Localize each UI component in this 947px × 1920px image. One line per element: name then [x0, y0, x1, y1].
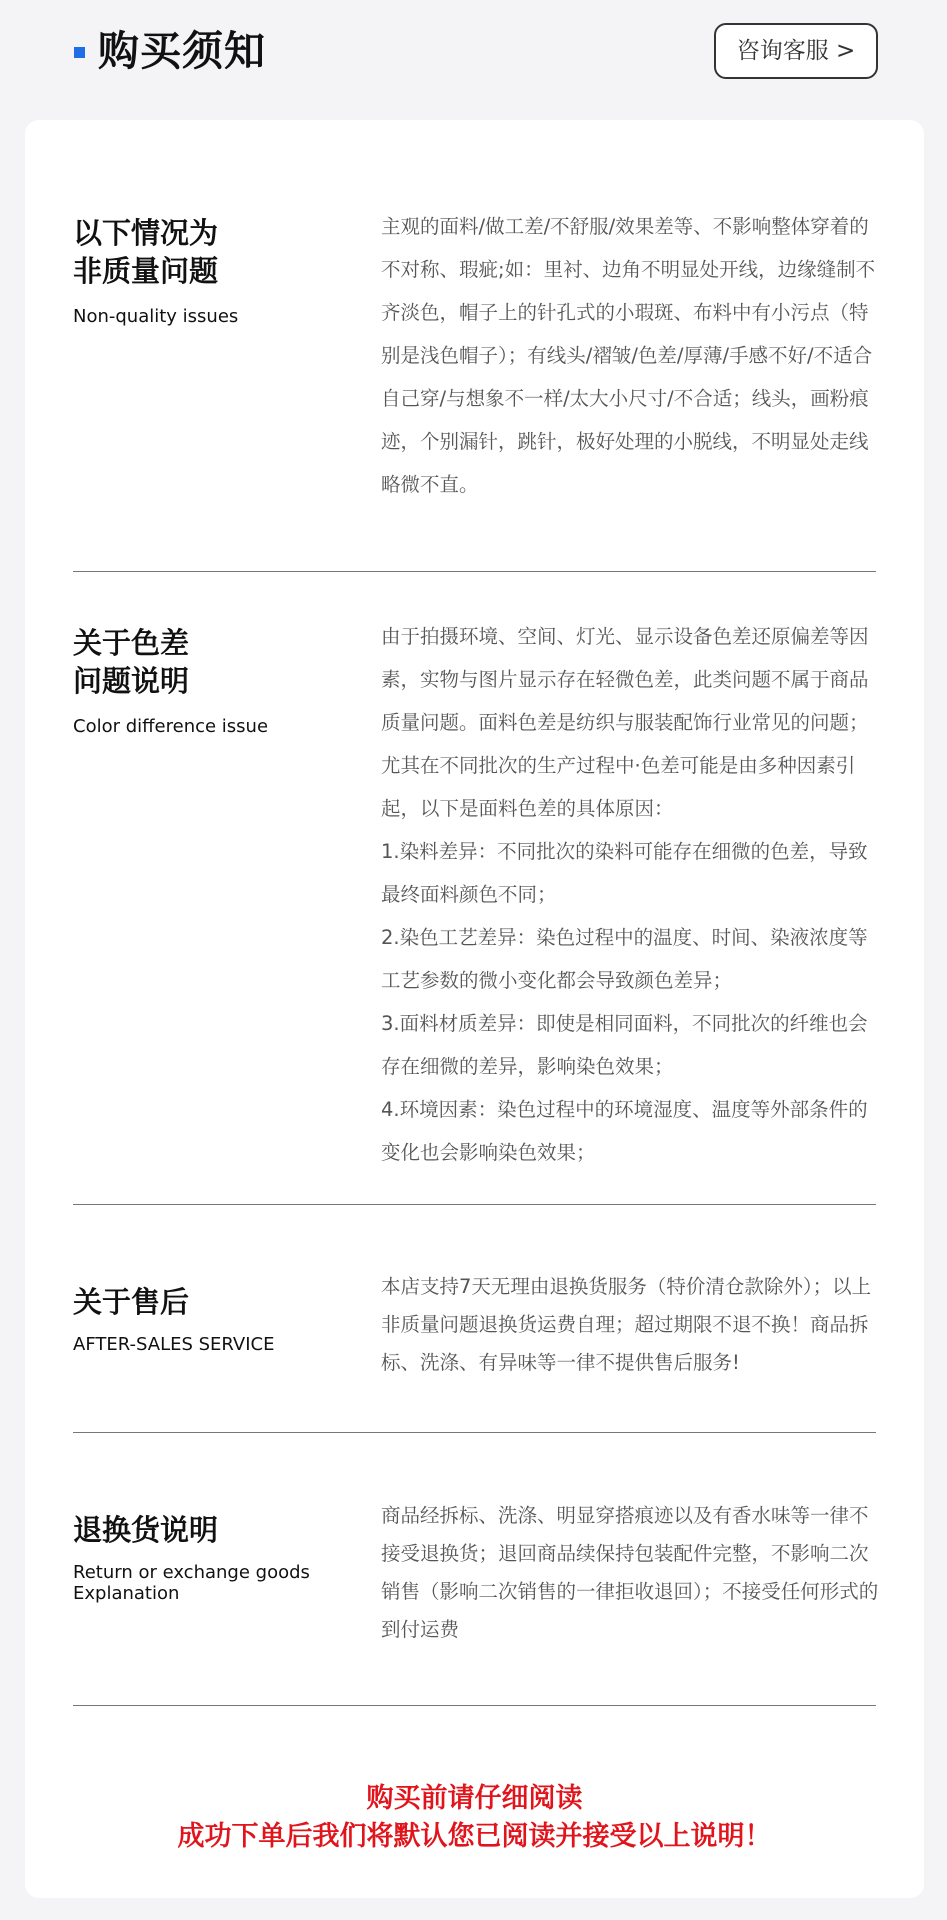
divider: [73, 1432, 876, 1433]
section-body: [381, 1268, 885, 1382]
section-body: [381, 205, 885, 506]
section-title: 以下情况为 非质量问题: [73, 216, 219, 288]
section-paragraph: 由于拍摄环境、空间、灯光、显示设备色差还原偏差等因素，实物与图片显示存在轻微色差，此类问题不属于商品质量问题。面料色差是纺织与服装配饰行业常见的问题；尤其在不同批次的生产过程中·色差可能是由多种因素引起，以下是面料色差的具体原因：: [381, 625, 869, 820]
section-subtitle: Non-quality issues: [73, 306, 239, 327]
section-subtitle: Color difference issue: [73, 716, 269, 737]
consult-service-button[interactable]: 咨询客服 >: [714, 23, 878, 79]
footer-line: 成功下单后我们将默认您已阅读并接受以上说明！: [177, 1821, 772, 1852]
section-paragraph: 主观的面料/做工差/不舒服/效果差等、不影响整体穿着的不对称、瑕疵;如：里衬、边角不明显处开线，边缘缝制不齐淡色，帽子上的针孔式的小瑕斑、布料中有小污点（特别是浅色帽子）；有线头/褶皱/色差/厚薄/手感不好/不适合自己穿/与想象不一样/太大小尺寸/不合适；线头，画粉痕迹，个别漏针，跳针，极好处理的小脱线，不明显处走线略微不直。: [381, 215, 876, 496]
divider: [73, 1204, 876, 1205]
section-body: [381, 1497, 885, 1649]
section-subtitle: AFTER-SALES SERVICE: [73, 1334, 275, 1355]
section-paragraph: 4.环境因素：染色过程中的环境湿度、温度等外部条件的变化也会影响染色效果；: [381, 1098, 868, 1164]
section-title: 退换货说明: [73, 1513, 219, 1547]
notice-footer: [25, 1780, 924, 1856]
page-header: [0, 0, 947, 110]
section-subtitle: Return or exchange goods Explanation: [73, 1562, 310, 1604]
divider: [73, 1705, 876, 1706]
section-paragraph: 商品经拆标、洗涤、明显穿搭痕迹以及有香水味等一律不接受退换货；退回商品续保持包装配件完整，不影响二次销售（影响二次销售的一律拒收退回）；不接受任何形式的到付运费: [381, 1504, 879, 1641]
section-body: [381, 615, 885, 1174]
section-title: 关于色差 问题说明: [73, 626, 190, 698]
section-paragraph: 2.染色工艺差异：染色过程中的温度、时间、染液浓度等工艺参数的微小变化都会导致颜色差异；: [381, 926, 868, 992]
divider: [73, 571, 876, 572]
section-paragraph: 3.面料材质差异：即使是相同面料，不同批次的纤维也会存在细微的差异，影响染色效果；: [381, 1012, 868, 1078]
section-paragraph: 本店支持7天无理由退换货服务（特价清仓款除外）；以上非质量问题退换货运费自理；超过期限不退不换！商品拆标、洗涤、有异味等一律不提供售后服务!: [381, 1275, 872, 1374]
section-title: 关于售后: [73, 1285, 190, 1319]
notice-card: [25, 120, 924, 1898]
title-marker: [74, 47, 85, 58]
page-title: 购买须知: [98, 27, 266, 75]
footer-line: 购买前请仔细阅读: [366, 1783, 583, 1814]
section-paragraph: 1.染料差异：不同批次的染料可能存在细微的色差，导致最终面料颜色不同；: [381, 840, 868, 906]
